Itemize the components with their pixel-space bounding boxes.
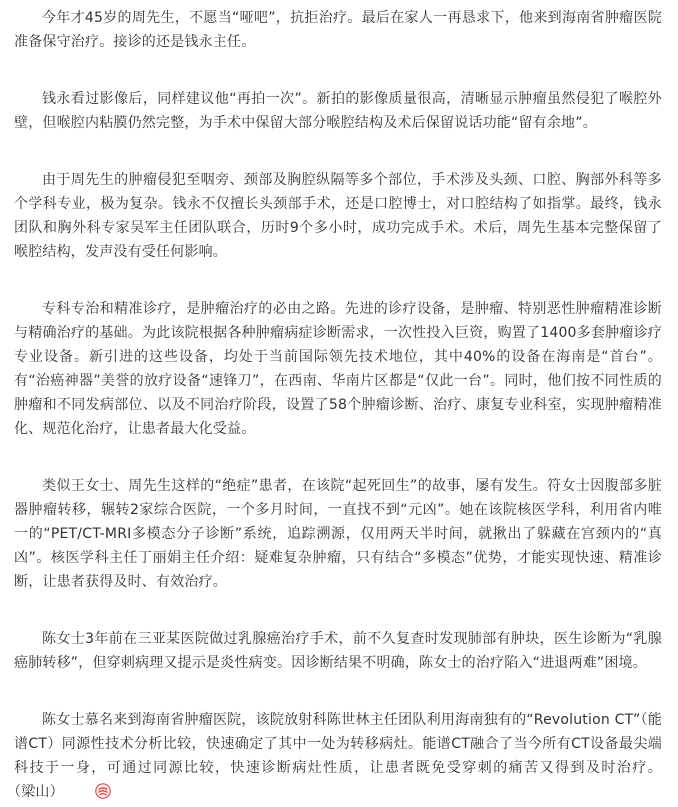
brand-logo-icon (67, 783, 83, 799)
article-paragraph-2: 钱永看过影像后，同样建议他“再拍一次”。新拍的影像质量很高，清晰显示肿瘤虽然侵犯了喉腔外壁，但喉腔内粘膜仍然完整，为手术中保留大部分喉腔结构及术后保留说话功能“留有余地”。 (14, 91, 662, 131)
article-paragraph-5: 类似王女士、周先生这样的“绝症”患者，在该院“起死回生”的故事，屡有发生。符女士因腹部多脏器肿瘤转移，辗转2家综合医院，一个多月时间，一直找不到“元凶”。她在该院核医学科，利用省内唯一的“PET/CT-MRI多模态分子诊断”系统，追踪溯源，仅用两天半时间，就揪出了躲藏在宫颈内的“真凶”。核医学科主任丁丽娟主任介绍：疑难复杂肿瘤，只有结合“多模态”优势，才能实现快速、精准诊断，让患者获得及时、有效治疗。 (14, 478, 662, 590)
article-paragraph-7-text: 陈女士慕名来到海南省肿瘤医院，该院放射科陈世林主任团队利用海南独有的“Revolution CT”（能谱CT）同源性技术分析比较，快速确定了其中一处为转移病灶。能谱CT融合了当今所有CT设备最尖端科技于一身，可通过同源比较，快速诊断病灶性质，让患者既免受穿刺的痛苦又得到及时治疗。 (14, 712, 662, 776)
article-paragraph-1: 今年才45岁的周先生，不愿当“哑吧”，抗拒治疗。最后在家人一再恳求下，他来到海南省肿瘤医院准备保守治疗。接诊的还是钱永主任。 (14, 10, 662, 50)
author-name: （梁山） (14, 784, 64, 800)
article-paragraph-4: 专科专治和精准诊疗，是肿瘤治疗的必由之路。先进的诊疗设备，是肿瘤、特别恶性肿瘤精准诊断与精确治疗的基础。为此该院根据各种肿瘤病症诊断需求，一次性投入巨资，购置了1400多套肿瘤诊疗专业设备。新引进的这些设备，均处于当前国际领先技术地位，其中40%的设备在海南是“首台”。有“治癌神器”美誉的放疗设备“速锋刀”，在西南、华南片区都是“仅此一台”。同时，他们按不同性质的肿瘤和不同发病部位、以及不同治疗阶段，设置了58个肿瘤诊断、治疗、康复专业科室，实现肿瘤精准化、规范化治疗，让患者最大化受益。 (14, 301, 662, 437)
article-paragraph-6: 陈女士3年前在三亚某医院做过乳腺癌治疗手术，前不久复查时发现肺部有肿块，医生诊断为“乳腺癌肺转移”，但穿刺病理又提示是炎性病变。因诊断结果不明确，陈女士的治疗陷入“进退两难”困境。 (14, 631, 662, 671)
article-paragraph-7 (14, 708, 662, 804)
article-paragraph-3: 由于周先生的肿瘤侵犯至咽旁、颈部及胸腔纵隔等多个部位，手术涉及头颈、口腔、胸部外科等多个学科专业，极为复杂。钱永不仅擅长头颈部手术，还是口腔博士，对口腔结构了如指掌。最终，钱永团队和胸外科专家吴军主任团队联合，历时9个多小时，成功完成手术。术后，周先生基本完整保留了喉腔结构，发声没有受任何影响。 (14, 172, 662, 260)
author-byline (14, 784, 83, 800)
